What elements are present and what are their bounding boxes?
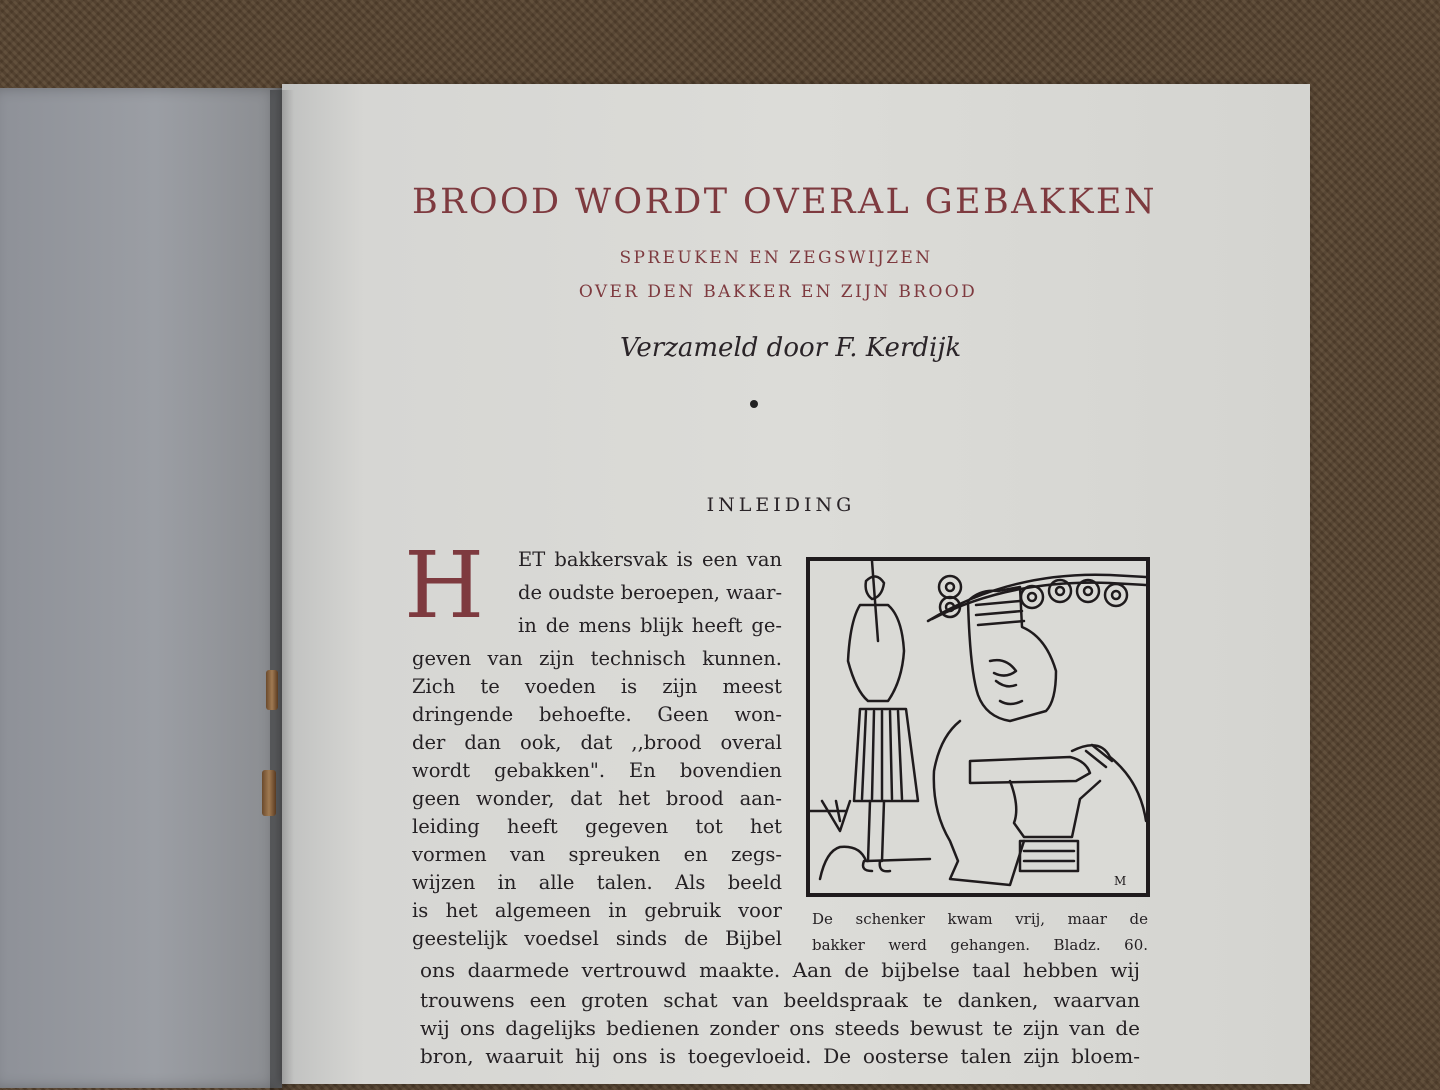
subtitle-line-1: SPREUKEN EN ZEGSWIJZEN: [619, 248, 933, 268]
body-line: Zich te voeden is zijn meest: [412, 675, 782, 698]
body-line: geen wonder, dat het brood aan-: [412, 787, 782, 810]
staple-bottom: [262, 770, 276, 816]
body-line: vormen van spreuken en zegs-: [412, 843, 782, 866]
left-page: [0, 88, 282, 1088]
body-line: geven van zijn technisch kunnen.: [412, 647, 782, 670]
body-line: geestelijk voedsel sinds de Bijbel: [412, 927, 782, 950]
subtitle-line-2: OVER DEN BAKKER EN ZIJN BROOD: [578, 282, 978, 302]
illustration: [806, 557, 1150, 897]
staple-top: [266, 670, 278, 710]
section-heading: INLEIDING: [706, 494, 856, 516]
body-line: leiding heeft gegeven tot het: [412, 815, 782, 838]
illustration-caption-line: De schenker kwam vrij, maar de: [812, 910, 1148, 928]
egyptian-scene-drawing: [810, 561, 1146, 893]
artist-monogram: M: [1114, 874, 1127, 888]
divider-dot: [750, 400, 758, 408]
body-line: de oudste beroepen, waar-: [518, 581, 783, 604]
body-line: der dan ook, dat ,,brood overal: [412, 731, 782, 754]
body-line: ons daarmede vertrouwd maakte. Aan de bijbelse taal hebben wij: [420, 958, 1140, 982]
drop-cap: H: [404, 532, 485, 639]
body-line: wij ons dagelijks bedienen zonder ons steeds bewust te zijn van de: [420, 1016, 1140, 1040]
body-line: ET bakkersvak is een van: [518, 548, 782, 571]
book-title: BROOD WORDT OVERAL GEBAKKEN: [412, 182, 1157, 222]
body-line: is het algemeen in gebruik voor: [412, 899, 782, 922]
book-gutter: [270, 90, 294, 1090]
compiler-credit: Verzameld door F. Kerdijk: [620, 333, 962, 363]
body-line: bron, waaruit hij ons is toegevloeid. De oosterse talen zijn bloem-: [420, 1044, 1140, 1068]
body-line: in de mens blijk heeft ge-: [518, 614, 782, 637]
body-line: trouwens een groten schat van beeldspraak te danken, waarvan: [420, 988, 1140, 1012]
body-line: dringende behoefte. Geen won-: [412, 703, 782, 726]
body-line: wijzen in alle talen. Als beeld: [412, 871, 782, 894]
body-line: wordt gebakken". En bovendien: [412, 759, 782, 782]
illustration-caption-line: bakker werd gehangen. Bladz. 60.: [812, 936, 1148, 954]
